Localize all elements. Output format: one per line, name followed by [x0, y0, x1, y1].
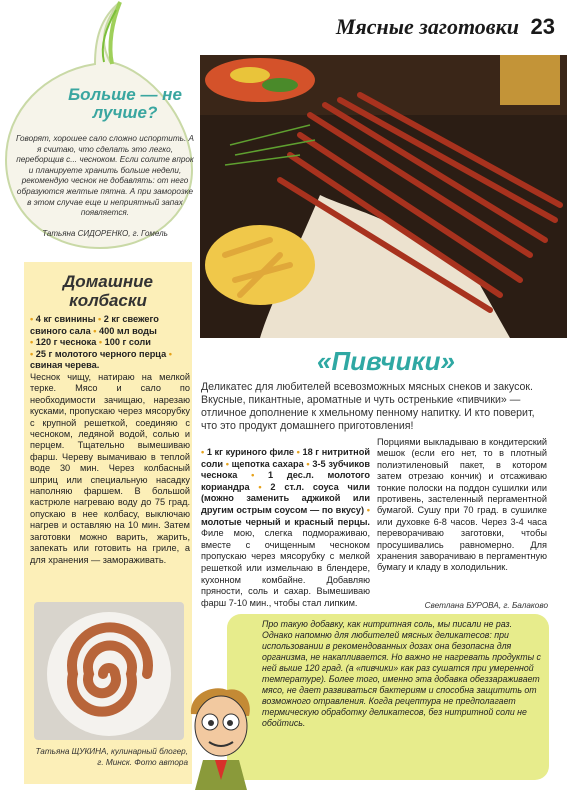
- pivchiki-column-2: Порциями выкладываю в кондитерский мешок (если его нет, то в плотный полиэтиленовый пакет, в котором затем отрезаю кончик) и отсаживаю тонкие полоски на поддон сушилки или противень, застеленный пергаментной бумагой. Сушу при 70 град. в сушилке или духовке 6-8 часов. Через 3-4 часа переворачиваю заготовки, чтобы просушивались равномерно. Для хранения заворачиваю в пергаментную бумагу и кладу в холодильник.: [377, 437, 547, 573]
- garlic-box-title: Больше — не лучше?: [68, 85, 182, 122]
- homemade-sausage-method: Чеснок чищу, натираю на мелкой терке. Мясо и сало по необходимости зачищаю, нарезаю кусками, пропускаю через мясорубку с крупной решеткой, соединяю с чесноком, ледяной водой, солью и перцем. Тщательно вымешиваю фарш. Черевy вымачиваю в теплой воде 30 мин. Через колбасный шприц или специальную насадку наполняю фаршем. В большой кастрюле нагреваю воду до 75 град. опускаю в нее колбасу, выключаю нагрев и оставляю на 10 мин. Затем заготовки можно варить, жарить, запекать или готовить на гриле, а для хранения — замораживать.: [30, 372, 190, 565]
- garlic-box-signature: Татьяна СИДОРЕНКО, г. Гомель: [42, 229, 168, 238]
- homemade-sausage-signature: Татьяна ЩУКИНА, кулинарный блогер, г. Минск. Фото автора: [35, 747, 188, 767]
- garlic-box-text: Говорят, хорошее сало сложно испортить. А я считаю, что сделать это легко, переборщив с... чесноком. Если солите впрок и планируете хранить больше недели, рекомендую чеснок не добавлять: от него образуются желтые пятна. А при заморозке в этом случае еще и неприятный запах появляется.: [16, 134, 194, 218]
- pivchiki-lead: Деликатес для любителей всевозможных мясных снеков и закусок. Вкусные, пикантные, ароматные и чуть остренькие «пивчики» — отличное дополнение к хмельному пенному напитку. И кто поверит, что это продукт домашнего приготовления!: [201, 381, 535, 432]
- page-number: 23: [530, 14, 555, 39]
- pivchiki-signature: Светлана БУРОВА, г. Балаково: [424, 601, 548, 610]
- cartoon-expert-icon: [183, 684, 259, 790]
- pivchiki-column-1: • 1 кг куриного филе • 18 г нитритной соли • щепотка сахара • 3-5 зубчиков чеснока • 1 дес.л. молотого кориандра • 2 ст.л. соуса чили (можно заменить аджикой или другим острым соусом — по вкусу) • молотые черный и красный перцы. Филе мою, слегка подмораживаю, вместе с очищенным чесноком пропускаю через мясорубку с мелкой решеткой или измельчаю в блендере, кухонном комбайне. Добавляю пряности, соль и сахар. Вымешиваю фарш 7-10 мин., чтобы стал липким.: [201, 447, 370, 608]
- pivchiki-title: «Пивчики»: [316, 346, 455, 376]
- homemade-sausage-ingredients: • 4 кг свинины • 2 кг свежего свиного сала • 400 мл воды • 120 г чеснока • 100 г соли • 25 г молотого черного перца • свиная черева.: [30, 314, 172, 371]
- watermark: PassionForum.ru: [502, 783, 563, 792]
- section-title: Мясные заготовки: [335, 14, 519, 39]
- pivchiki-photo: [200, 55, 567, 338]
- nitrite-salt-note-text: Про такую добавку, как нитритная соль, мы писали не раз. Однако напомню для любителей мясных деликатесов: при использовании в рекомендованных дозах она безопасна для организма, не накапливается. Но важно не нагревать продукты с ней выше 120 град. (а «пивчики» как раз сушатся при умеренной температуре). Более того, именно эта добавка обеззараживает мясо, не дает развиваться бактериям и способна защитить от возможного отравления. Когда рецептура не предполагает термическую обработку деликатесов, без нитритной соли не обойтись.: [262, 619, 541, 729]
- homemade-sausage-title: Домашние колбаски: [63, 272, 153, 310]
- sausage-coil-photo: [34, 602, 184, 740]
